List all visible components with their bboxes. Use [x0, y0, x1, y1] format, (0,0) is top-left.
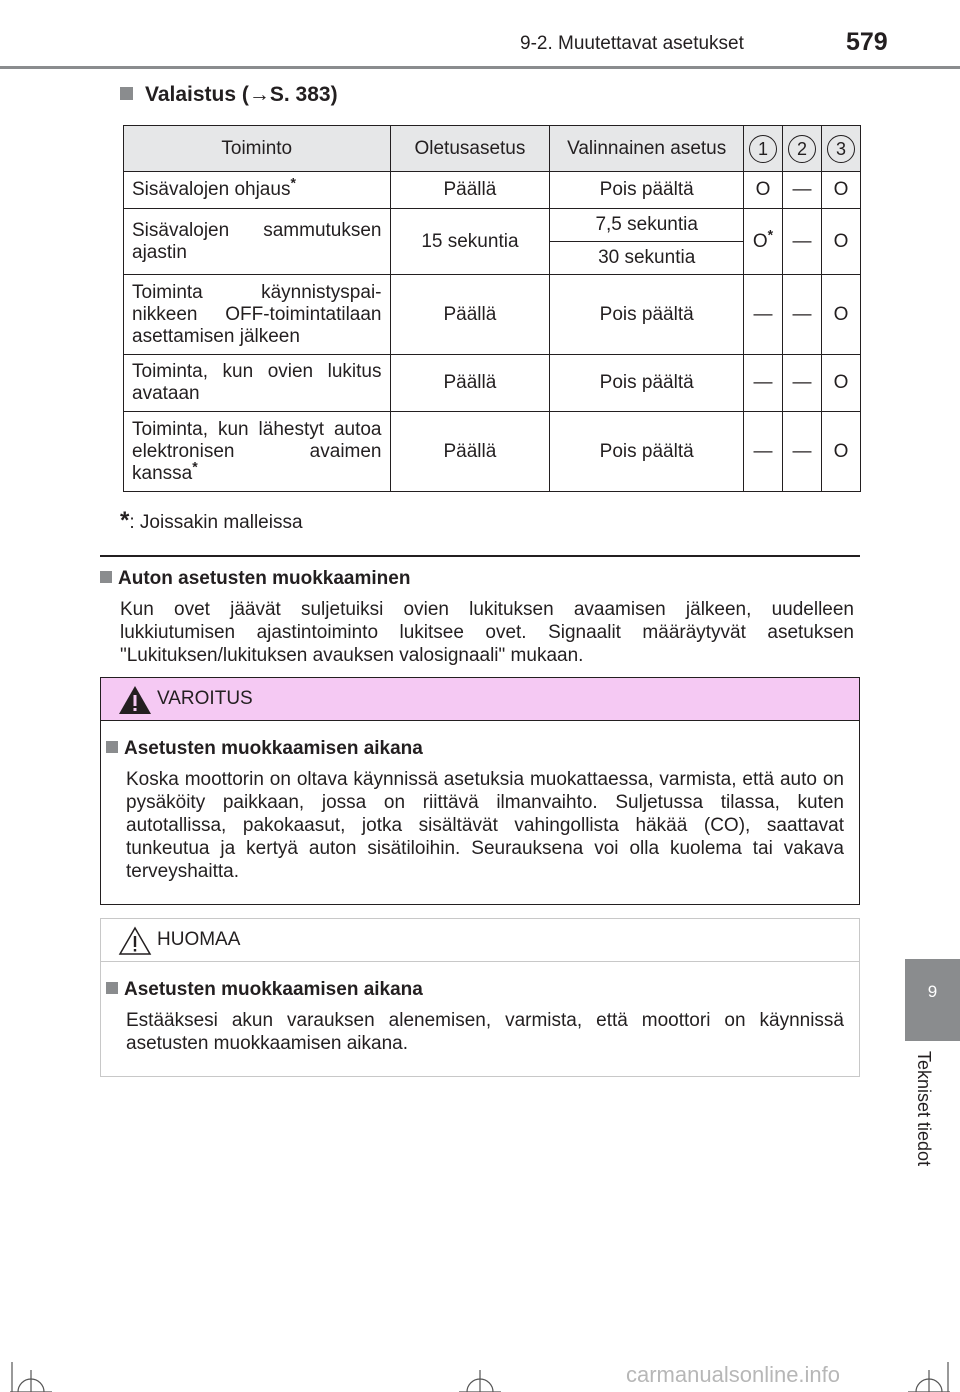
function-text: Sisävalojen ohjaus	[132, 179, 291, 200]
default-cell: 15 sekuntia	[390, 209, 550, 275]
warning-header	[101, 678, 859, 721]
marker-cell-3: O	[821, 355, 860, 412]
option-cell: Pois päältä	[550, 355, 744, 412]
function-cell	[124, 172, 391, 209]
table-row	[124, 275, 861, 355]
section-divider	[100, 555, 860, 557]
footnote-star: *	[120, 507, 130, 534]
circled-two-icon: 2	[788, 135, 816, 163]
square-bullet-icon	[100, 571, 112, 583]
warning-triangle-icon	[118, 685, 152, 715]
notice-header	[101, 919, 859, 962]
marker-cell-1: —	[744, 412, 783, 492]
marker-cell-2: —	[782, 412, 821, 492]
info-heading-text: Auton asetusten muokkaaminen	[118, 568, 411, 589]
notice-text: Estääksesi akun varauksen alenemisen, varmista, että moottori on käynnissä asetusten muokkaamisen aikana.	[126, 1010, 844, 1054]
table-header-row	[124, 126, 861, 172]
page-number: 579	[846, 28, 888, 56]
section-heading	[120, 83, 338, 107]
option-cell: Pois päältä	[550, 412, 744, 492]
marker-cell-1: O	[744, 172, 783, 209]
info-heading	[100, 568, 410, 590]
warning-label: VAROITUS	[157, 688, 253, 709]
notice-heading-text: Asetusten muokkaamisen aikana	[124, 979, 423, 1000]
marker-cell-1: —	[744, 355, 783, 412]
circled-three-icon: 3	[827, 135, 855, 163]
header-marker-1	[744, 126, 783, 172]
warning-box	[100, 677, 860, 905]
marker-cell-3: O	[821, 412, 860, 492]
option-cell: 30 sekuntia	[550, 242, 744, 275]
table-row	[124, 412, 861, 492]
header-marker-3	[821, 126, 860, 172]
chapter-label: Tekniset tiedot	[914, 1051, 934, 1167]
watermark: carmanualsonline.info	[626, 1362, 841, 1387]
table-row	[124, 172, 861, 209]
marker-cell-2: —	[782, 172, 821, 209]
warning-heading	[106, 738, 423, 760]
option-cell: Pois päältä	[550, 172, 744, 209]
marker-cell-2: —	[782, 209, 821, 275]
caution-triangle-icon	[118, 926, 152, 956]
table-row	[124, 209, 861, 242]
marker-cell-2: —	[782, 275, 821, 355]
marker-cell-1	[744, 209, 783, 275]
warning-text: Koska moottorin on oltava käynnissä asetuksia muokattaessa, varmista, että auto on pysäköity paikkaan, jossa on riittävä ilmanvaihto. Suljetussa tilassa, kuten autotallissa, pakokaasut, jotka sisältävät vahingollista häkää (CO), saattavat tunkeutua ja kertyä auton sisätiloihin. Seurauksena voi olla kuolema tai vakava terveyshaitta.	[126, 769, 844, 882]
notice-heading	[106, 979, 423, 1001]
running-header-title: 9-2. Muutettavat asetukset	[520, 33, 744, 54]
footnote-star: *	[767, 226, 774, 243]
table-row	[124, 355, 861, 412]
footnote	[120, 507, 303, 535]
option-cell: Pois päältä	[550, 275, 744, 355]
section-heading-text: Valaistus (→S. 383)	[145, 83, 338, 106]
marker-cell-3: O	[821, 172, 860, 209]
function-cell: Sisävalojen sammutuksen ajastin	[124, 209, 391, 275]
function-cell: Toiminta käynnistyspainikkeen OFF-toimintatilaan asettamisen jälkeen	[124, 275, 391, 355]
info-text: Kun ovet jäävät suljetuiksi ovien lukituksen avaamisen jälkeen, uudelleen lukkiutumisen ajastintoiminto lukitsee ovet. Signaalit määräytyvät asetuksen "Lukituksen/lukituksen avauksen valosignaali" mukaan.	[120, 599, 854, 666]
marker-cell-1: —	[744, 275, 783, 355]
square-bullet-icon	[106, 982, 118, 994]
header-optional: Valinnainen asetus	[550, 126, 744, 172]
default-cell: Päällä	[390, 355, 550, 412]
settings-table	[123, 125, 861, 492]
default-cell: Päällä	[390, 172, 550, 209]
header-marker-2	[782, 126, 821, 172]
chapter-number: 9	[927, 982, 938, 1001]
header-default: Oletusasetus	[390, 126, 550, 172]
header-function: Toiminto	[124, 126, 391, 172]
function-text: Toiminta, kun lähestyt autoa elektronisen avaimen kanssa	[132, 418, 382, 484]
marker-cell-3: O	[821, 209, 860, 275]
footnote-star: *	[290, 174, 296, 191]
footnote-text: : Joissakin malleissa	[129, 512, 303, 533]
square-bullet-icon	[120, 87, 133, 100]
circled-one-icon: 1	[749, 135, 777, 163]
option-cell: 7,5 sekuntia	[550, 209, 744, 242]
function-cell: Toiminta, kun ovien lukitus avataan	[124, 355, 391, 412]
default-cell: Päällä	[390, 412, 550, 492]
square-bullet-icon	[106, 741, 118, 753]
function-cell	[124, 412, 391, 492]
header-rule	[0, 66, 960, 69]
warning-heading-text: Asetusten muokkaamisen aikana	[124, 738, 423, 759]
marker-value: O	[752, 230, 768, 252]
marker-cell-3: O	[821, 275, 860, 355]
notice-label: HUOMAA	[157, 929, 241, 950]
marker-cell-2: —	[782, 355, 821, 412]
footnote-star: *	[192, 458, 198, 475]
default-cell: Päällä	[390, 275, 550, 355]
notice-box	[100, 918, 860, 1077]
crop-marks-icon	[0, 1356, 960, 1392]
